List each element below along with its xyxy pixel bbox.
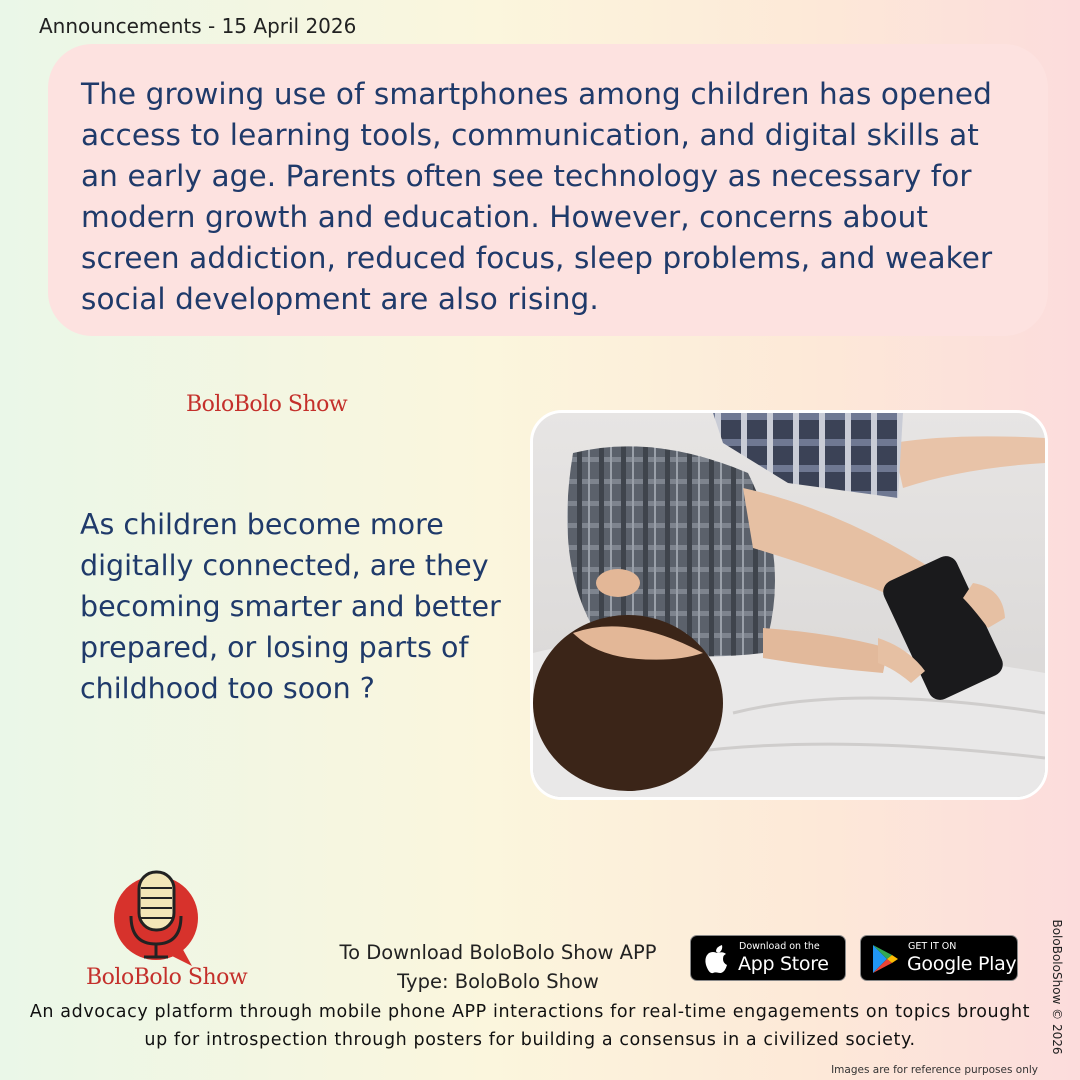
download-line-1: To Download BoloBolo Show APP [339, 941, 657, 964]
intro-text: The growing use of smartphones among children has opened access to learning tools, communication, and digital skills at an early age. Parents often see technology as necessary for modern growth and education. However, concerns about screen addiction, reduced focus, sleep problems, and weaker social development are also rising. [81, 77, 993, 316]
brand-wordmark: BoloBolo Show [186, 392, 348, 417]
question-text: As children become more digitally connected, are they becoming smarter and better prepared, or losing parts of childhood too soon ? [80, 508, 501, 705]
announcement-header: Announcements - 15 April 2026 [39, 14, 357, 38]
child-with-smartphone-illustration [533, 413, 1045, 797]
copyright-notice: BoloBoloShow © 2026 [1050, 919, 1064, 1055]
download-line-2: Type: BoloBolo Show [397, 970, 599, 993]
app-store-small-label: Download on the [739, 941, 820, 952]
app-store-button[interactable] [690, 935, 846, 981]
google-play-small-label: GET IT ON [908, 941, 957, 952]
logo-wordmark: BoloBolo Show [86, 965, 248, 990]
google-play-icon [871, 944, 899, 974]
google-play-button[interactable] [860, 935, 1018, 981]
image-disclaimer: Images are for reference purposes only [831, 1064, 1038, 1076]
child-phone-photo [530, 410, 1048, 800]
intro-card [48, 44, 1048, 336]
apple-icon [703, 943, 731, 975]
download-instructions [320, 938, 676, 996]
footer-description: An advocacy platform through mobile phone APP interactions for real-time engagements on topics brought up for introspection through posters for building a consensus in a civilized society. [29, 1002, 1031, 1050]
app-store-label: App Store [738, 953, 829, 975]
google-play-label: Google Play [907, 953, 1017, 975]
